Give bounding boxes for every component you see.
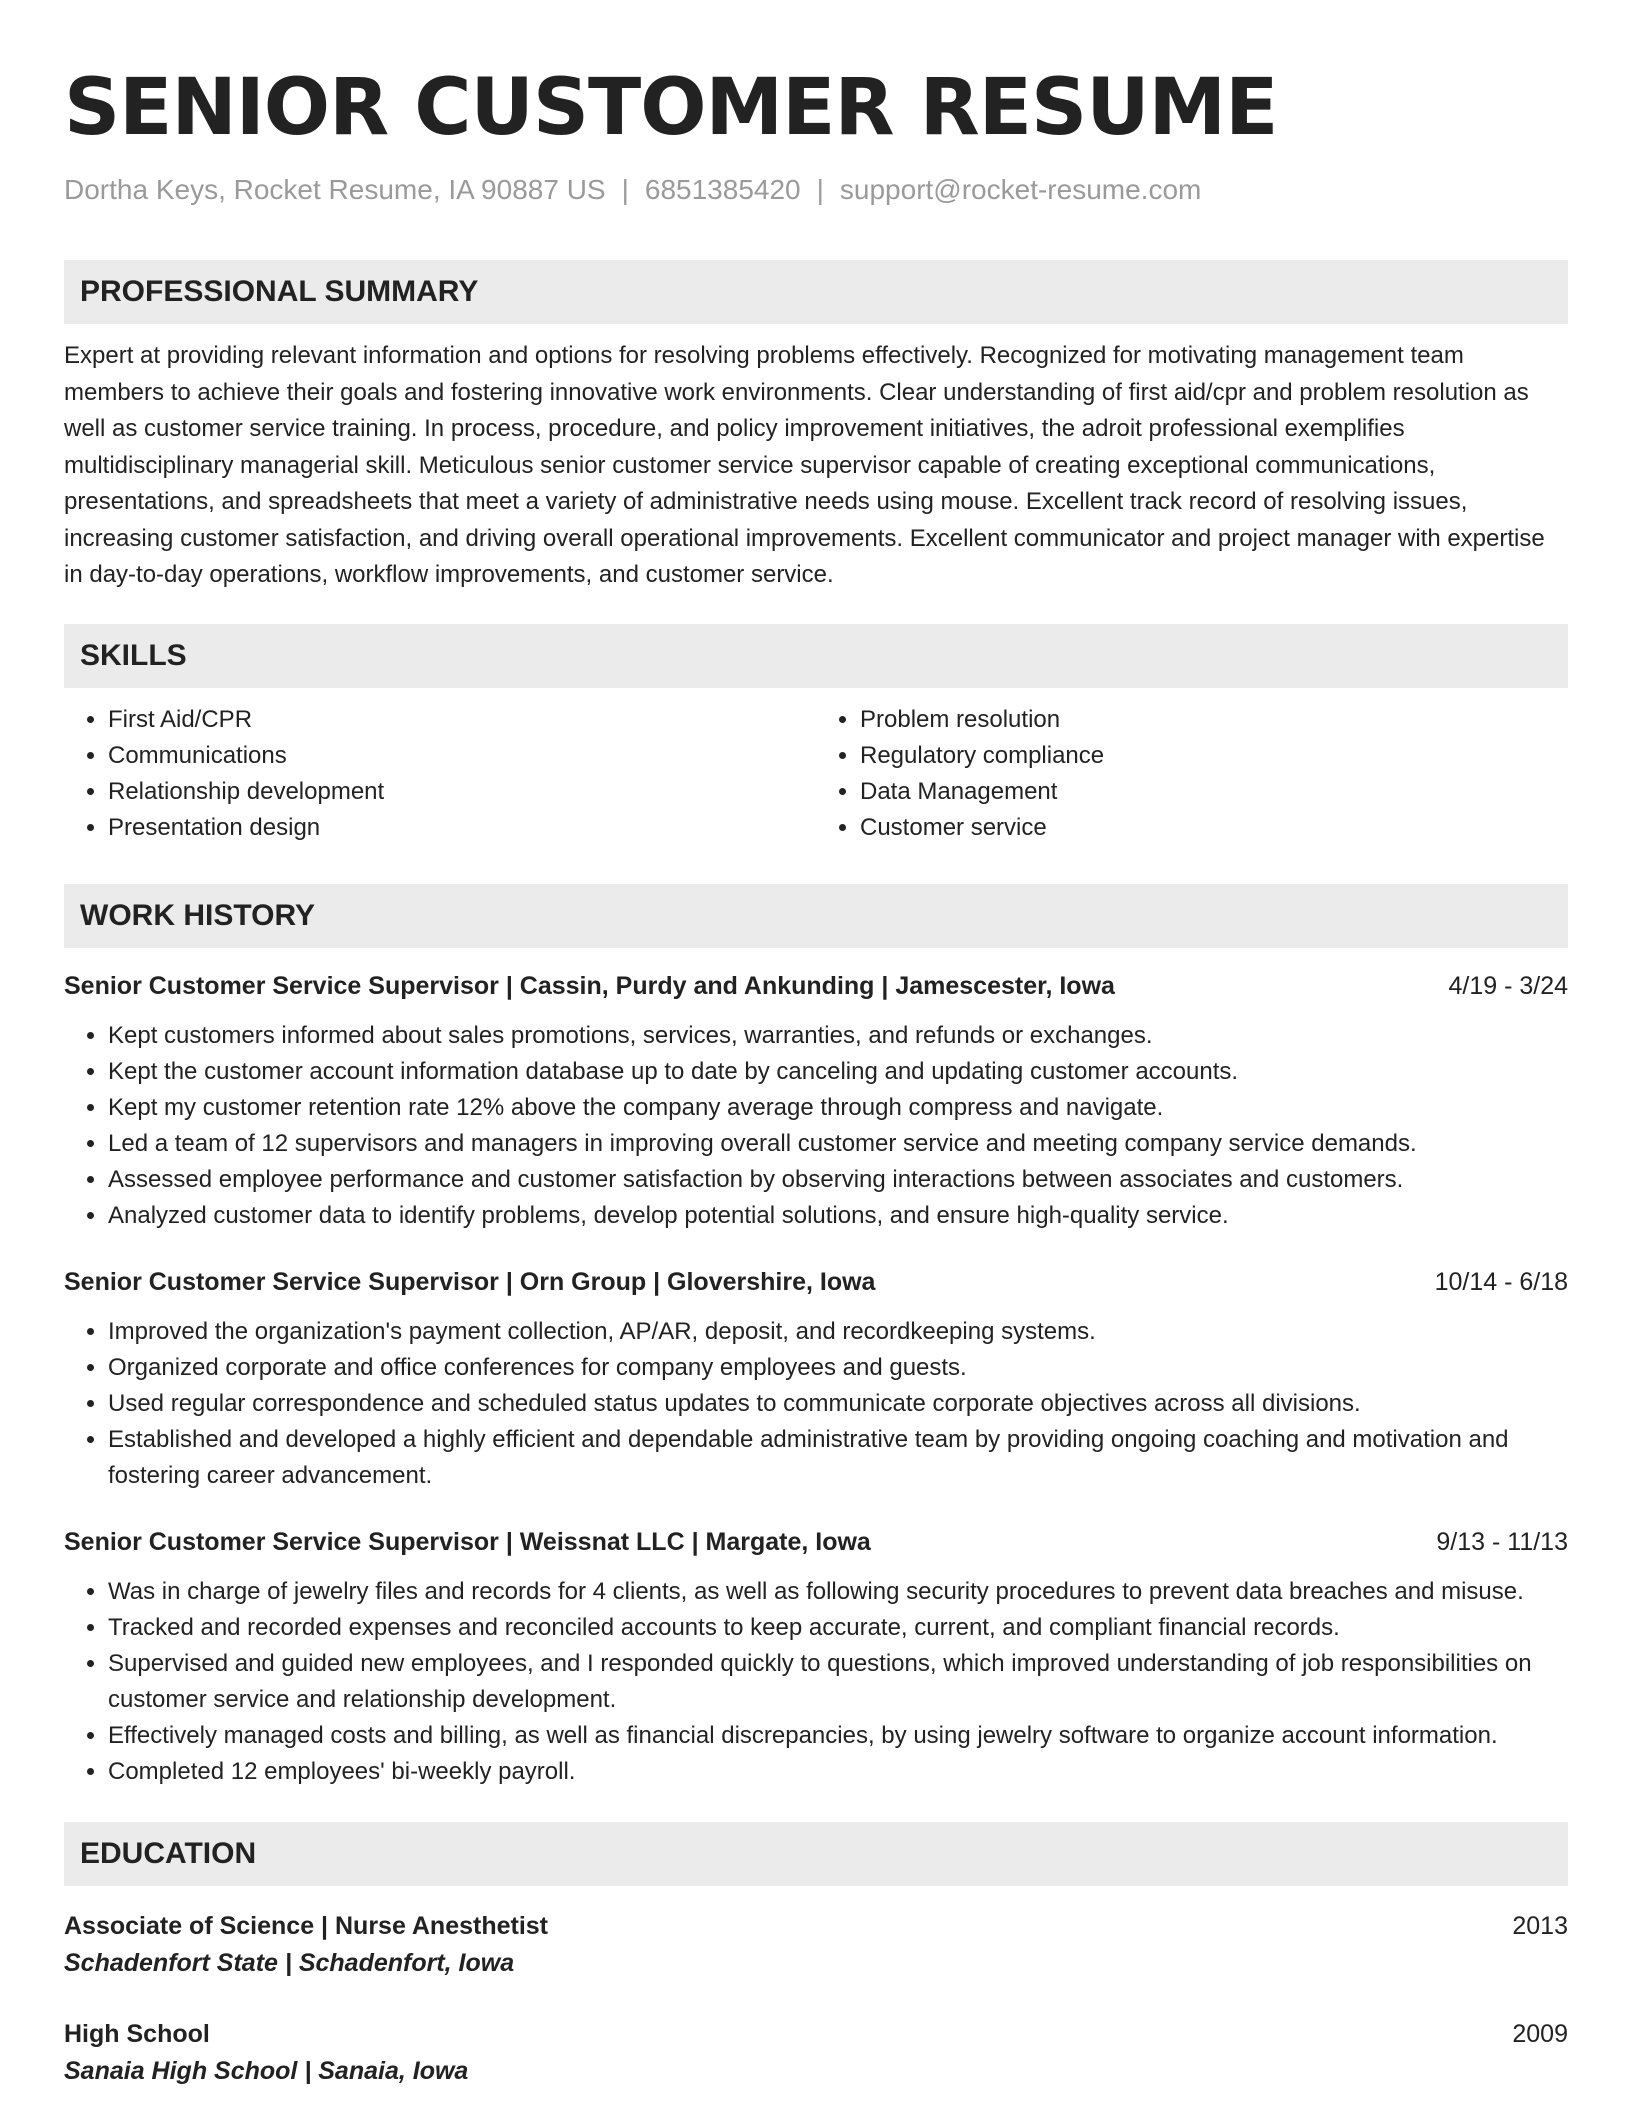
education-header (64, 1908, 1568, 1944)
education-year: 2013 (1512, 1911, 1568, 1940)
education-school: Sanaia High School | Sanaia, Iowa (64, 2056, 469, 2085)
job-dates: 9/13 - 11/13 (1436, 1527, 1568, 1556)
contact-separator: | (816, 174, 824, 205)
job-bullet: • Was in charge of jewelry files and records for 4 clients, as well as following security procedures to prevent data breaches and misuse. (108, 1574, 1568, 1610)
job-bullet: • Analyzed customer data to identify problems, develop potential solutions, and ensure high-quality service. (108, 1198, 1568, 1234)
job-bullet: • Organized corporate and office conferences for company employees and guests. (108, 1350, 1568, 1386)
skills-grid (64, 702, 1568, 846)
contact-separator: | (621, 174, 629, 205)
contact-line (64, 172, 1568, 208)
job-title: Senior Customer Service Supervisor | Cassin, Purdy and Ankunding | Jamescester, Iowa (64, 971, 1115, 1000)
education-heading: EDUCATION (64, 1822, 1568, 1886)
skill-item: • Data Management (860, 774, 1568, 810)
job-bullet: • Kept the customer account information database up to date by canceling and updating customer accounts. (108, 1054, 1568, 1090)
job-bullet: • Completed 12 employees' bi-weekly payroll. (108, 1754, 1568, 1790)
skills-column-right (816, 702, 1568, 846)
job-title: Senior Customer Service Supervisor | Weissnat LLC | Margate, Iowa (64, 1527, 871, 1556)
job-bullet: • Assessed employee performance and customer satisfaction by observing interactions between associates and customers. (108, 1162, 1568, 1198)
education-entry (64, 1908, 1568, 1982)
job-bullet: • Kept customers informed about sales promotions, services, warranties, and refunds or exchanges. (108, 1018, 1568, 1054)
skill-item: • Regulatory compliance (860, 738, 1568, 774)
job-header (64, 968, 1568, 1004)
job-bullet: • Effectively managed costs and billing, as well as financial discrepancies, by using jewelry software to organize account information. (108, 1718, 1568, 1754)
skill-item: • First Aid/CPR (108, 702, 816, 738)
contact-email: support@rocket-resume.com (839, 174, 1202, 205)
job-dates: 10/14 - 6/18 (1434, 1267, 1568, 1296)
skill-item: • Communications (108, 738, 816, 774)
summary-heading: PROFESSIONAL SUMMARY (64, 260, 1568, 324)
resume-title: SENIOR CUSTOMER RESUME (64, 63, 1278, 153)
contact-phone: 6851385420 (644, 174, 801, 205)
job-dates: 4/19 - 3/24 (1448, 971, 1568, 1000)
job-bullet: • Kept my customer retention rate 12% above the company average through compress and navigate. (108, 1090, 1568, 1126)
skill-item: • Presentation design (108, 810, 816, 846)
job-entry (64, 968, 1568, 1234)
job-bullet: • Supervised and guided new employees, and I responded quickly to questions, which improved understanding of job responsibilities on customer service and relationship development. (108, 1646, 1568, 1718)
skills-heading: SKILLS (64, 624, 1568, 688)
job-bullet: • Led a team of 12 supervisors and managers in improving overall customer service and meeting company service demands. (108, 1126, 1568, 1162)
education-header (64, 2016, 1568, 2052)
job-bullets (64, 1018, 1568, 1234)
job-bullet: • Improved the organization's payment collection, AP/AR, deposit, and recordkeeping systems. (108, 1314, 1568, 1350)
job-entry (64, 1264, 1568, 1494)
education-degree: High School (64, 2019, 210, 2048)
education-school: Schadenfort State | Schadenfort, Iowa (64, 1948, 515, 1977)
job-bullets (64, 1314, 1568, 1494)
job-bullet: • Used regular correspondence and scheduled status updates to communicate corporate objectives across all divisions. (108, 1386, 1568, 1422)
education-entry (64, 2016, 1568, 2090)
education-degree: Associate of Science | Nurse Anesthetist (64, 1911, 549, 1940)
skills-column-left (64, 702, 816, 846)
skill-item: • Customer service (860, 810, 1568, 846)
skill-item: • Problem resolution (860, 702, 1568, 738)
job-header (64, 1524, 1568, 1560)
job-entry (64, 1524, 1568, 1790)
job-bullet: • Established and developed a highly efficient and dependable administrative team by providing ongoing coaching and motivation and fostering career advancement. (108, 1422, 1568, 1494)
job-bullets (64, 1574, 1568, 1790)
work-history-heading: WORK HISTORY (64, 884, 1568, 948)
job-header (64, 1264, 1568, 1300)
job-title: Senior Customer Service Supervisor | Orn Group | Glovershire, Iowa (64, 1267, 876, 1296)
skill-item: • Relationship development (108, 774, 816, 810)
education-year: 2009 (1512, 2019, 1568, 2048)
contact-address: Dortha Keys, Rocket Resume, IA 90887 US (64, 174, 606, 205)
summary-text: Expert at providing relevant information and options for resolving problems effectively. Recognized for motivating management team members to achieve their goals and fostering innovative work environments. Clear understanding of first aid/cpr and problem resolution as well as customer service training. In process, procedure, and policy improvement initiatives, the adroit professional exemplifies multidisciplinary managerial skill. Meticulous senior customer service supervisor capable of creating exceptional communications, presentations, and spreadsheets that meet a variety of administrative needs using mouse. Excellent track record of resolving issues, increasing customer satisfaction, and driving overall operational improvements. Excellent communicator and project manager with expertise in day-to-day operations, workflow improvements, and customer service. (64, 342, 1545, 588)
job-bullet: • Tracked and recorded expenses and reconciled accounts to keep accurate, current, and compliant financial records. (108, 1610, 1568, 1646)
